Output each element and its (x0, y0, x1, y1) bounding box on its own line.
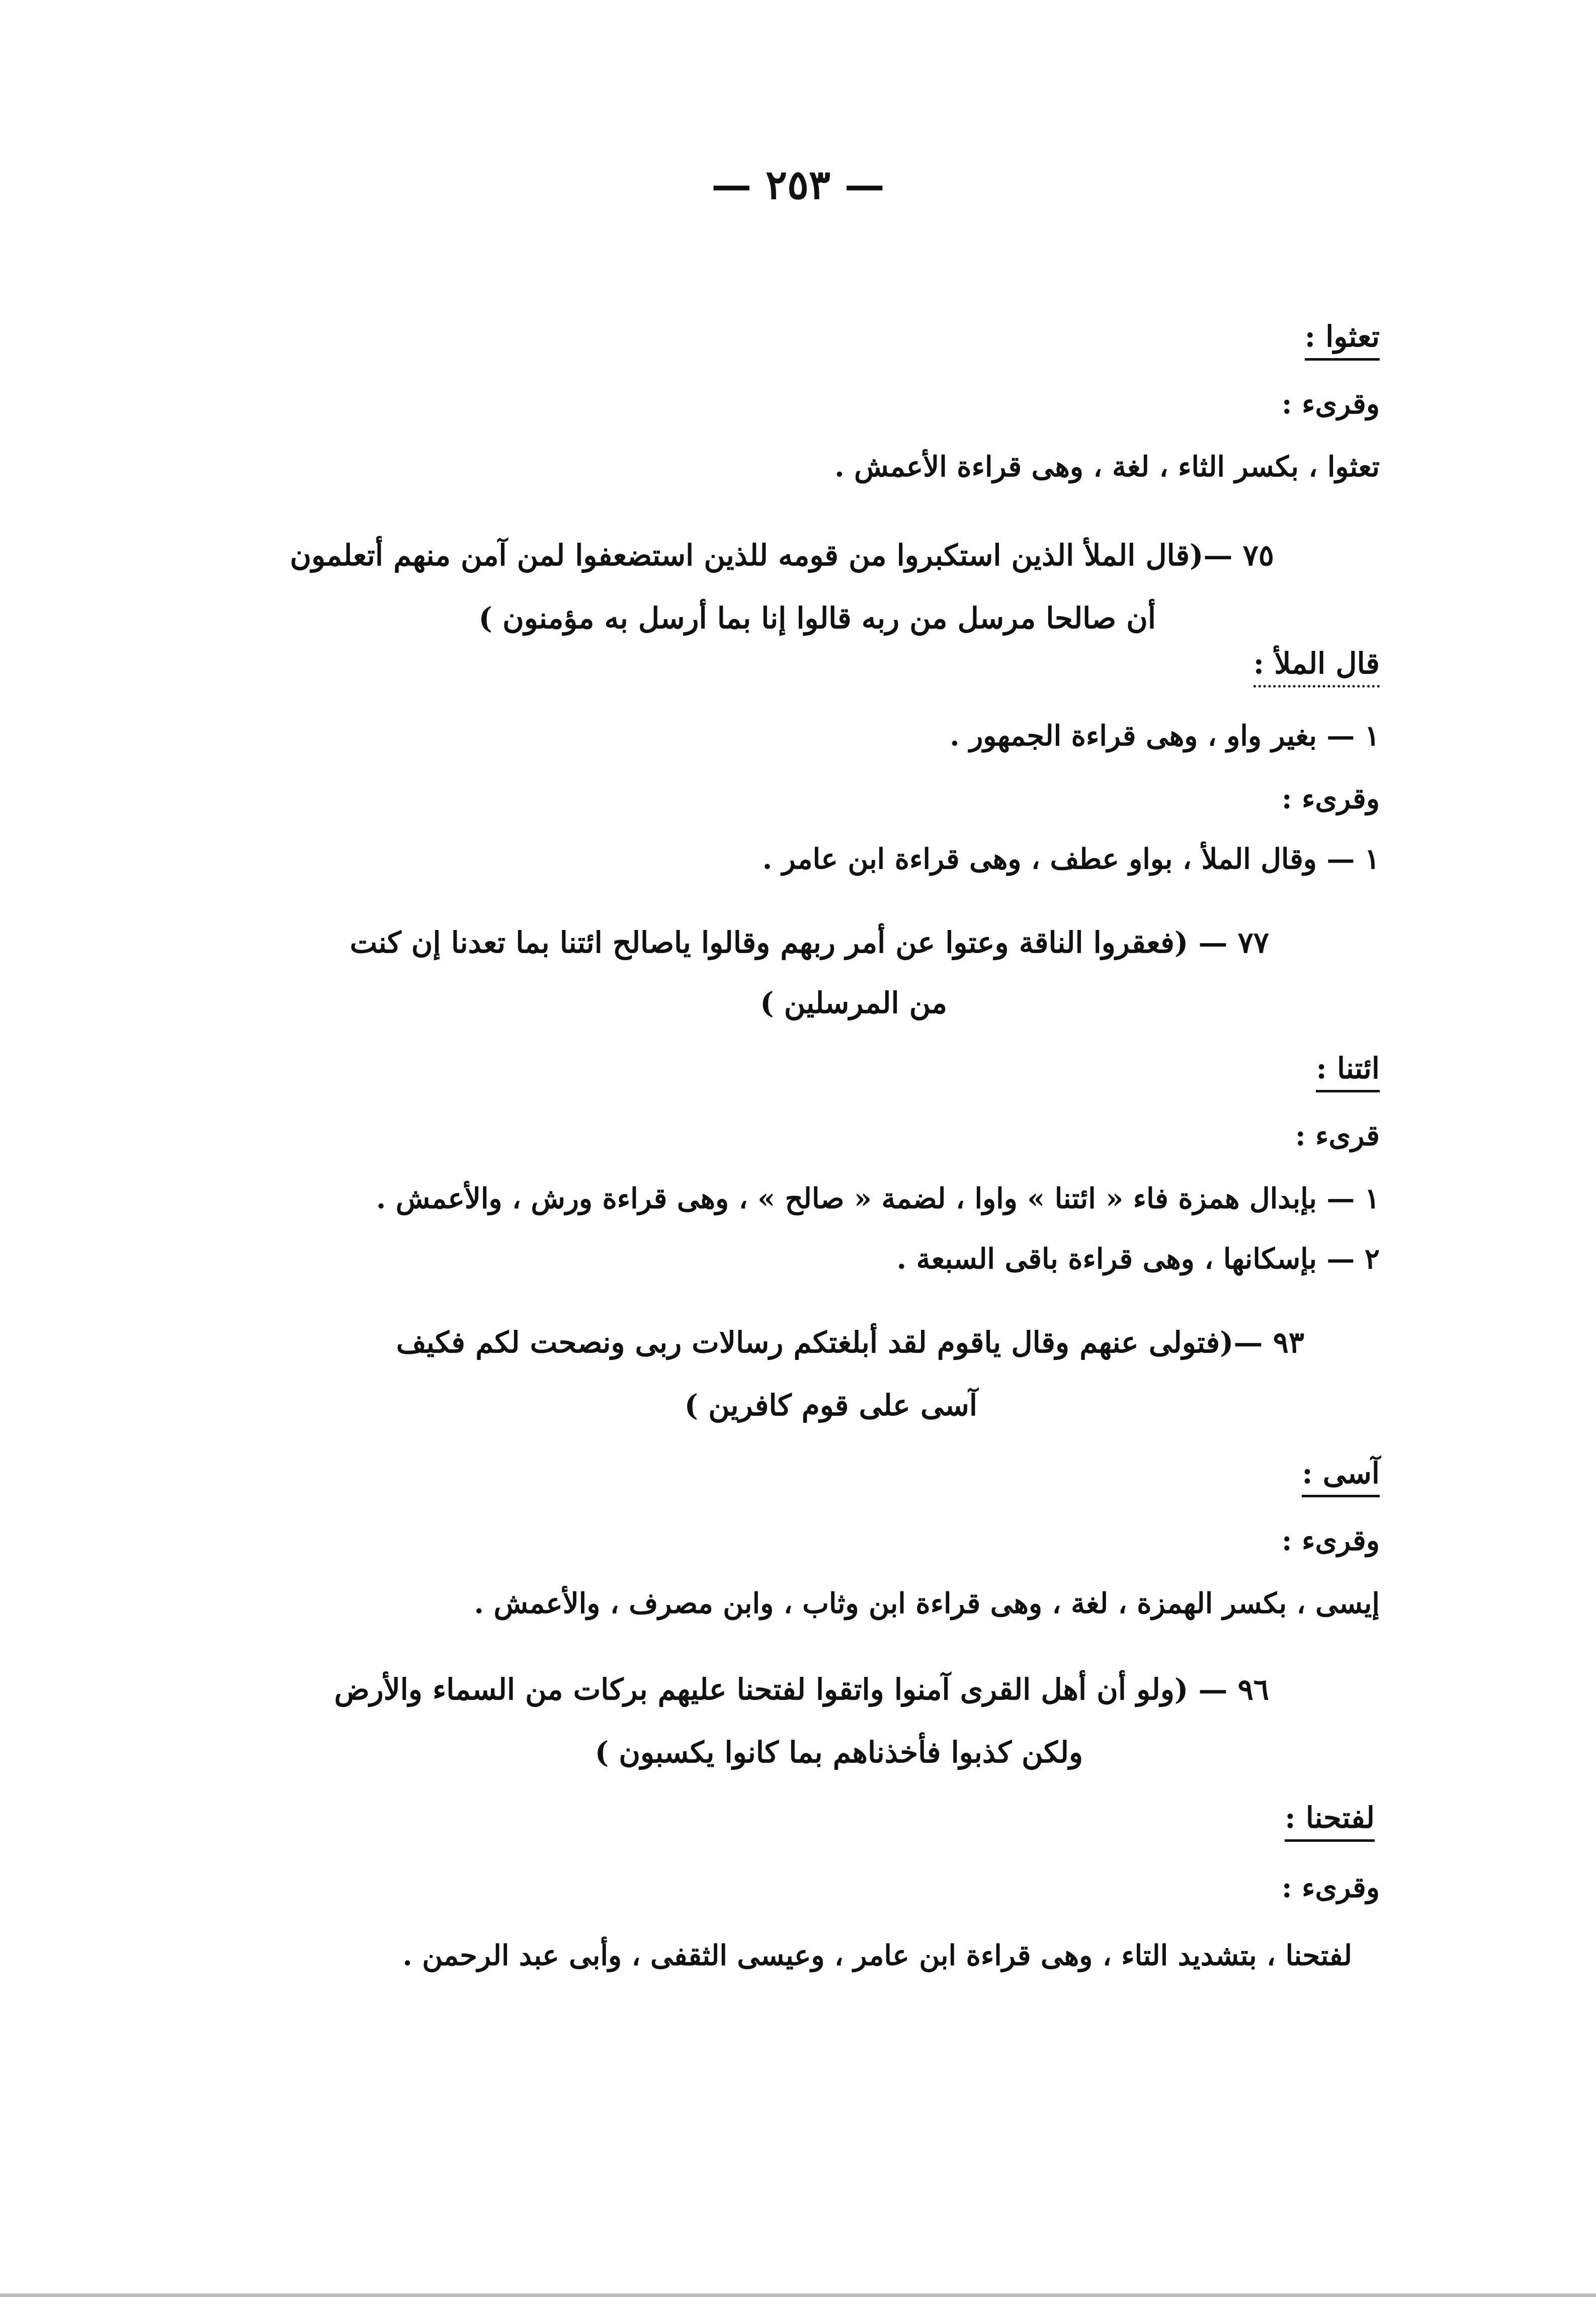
reading-line: ١ — وقال الملأ ، بواو عطف ، وهى قراءة ابن عامر . (762, 842, 1380, 876)
qurie-label: قرىء : (1295, 1119, 1380, 1152)
verse-77-line-1: ٧٧ — (فعقروا الناقة وعتوا عن أمر ربهم وقالوا ياصالح ائتنا بما تعدنا إن كنت (350, 925, 1269, 960)
qurie-label: وقرىء : (1281, 1871, 1380, 1904)
verse-75-line-2: أن صالحا مرسل من ربه قالوا إنا بما أرسل به مؤمنون ) (478, 601, 1156, 635)
reading-line: ١ — بغير واو ، وهى قراءة الجمهور . (950, 719, 1380, 752)
verse-93-line-2: آسى على قوم كافرين ) (684, 1388, 977, 1422)
section-heading-lafatahna: لفتحنا : (1285, 1803, 1375, 1842)
reading-line: ٢ — بإسكانها ، وهى قراءة باقى السبعة . (896, 1242, 1380, 1275)
verse-93-line-1: ٩٣ —(فتولى عنهم وقال ياقوم لقد أبلغتكم رسالات ربى ونصحت لكم فكيف (396, 1325, 1304, 1359)
reading-line: لفتحنا ، بتشديد التاء ، وهى قراءة ابن عامر ، وعيسى الثقفى ، وأبى عبد الرحمن . (402, 1939, 1352, 1972)
verse-96-line-1: ٩٦ — (ولو أن أهل القرى آمنوا واتقوا لفتحنا عليهم بركات من السماء والأرض (334, 1672, 1269, 1707)
bottom-border (0, 2293, 1596, 2297)
verse-77-line-2: من المرسلين ) (760, 986, 947, 1020)
qurie-label: وقرىء : (1281, 782, 1380, 815)
reading-line: تعثوا ، بكسر الثاء ، لغة ، وهى قراءة الأعمش . (834, 450, 1380, 483)
verse-96-line-2: ولكن كذبوا فأخذناهم بما كانوا يكسبون ) (595, 1735, 1083, 1769)
qurie-label: وقرىء : (1281, 387, 1380, 420)
qurie-label: وقرىء : (1281, 1524, 1380, 1557)
verse-75-line-1: ٧٥ —(قال الملأ الذين استكبروا من قومه للذين استضعفوا لمن آمن منهم أتعلمون (290, 538, 1274, 572)
section-heading-asa: آسى : (1302, 1459, 1380, 1497)
section-heading-qala-almala: قال الملأ : (1253, 649, 1380, 688)
section-heading-itina: ائتنا : (1316, 1054, 1380, 1092)
reading-line: ١ — بإبدال همزة فاء « ائتنا » واوا ، لضمة « صالح » ، وهى قراءة ورش ، والأعمش . (376, 1182, 1380, 1215)
reading-line: إيسى ، بكسر الهمزة ، لغة ، وهى قراءة ابن وثاب ، وابن مصرف ، والأعمش . (474, 1587, 1380, 1620)
page-number: — ٢٥٣ — (711, 161, 885, 208)
section-heading-tathu: تعثوا : (1305, 322, 1380, 361)
